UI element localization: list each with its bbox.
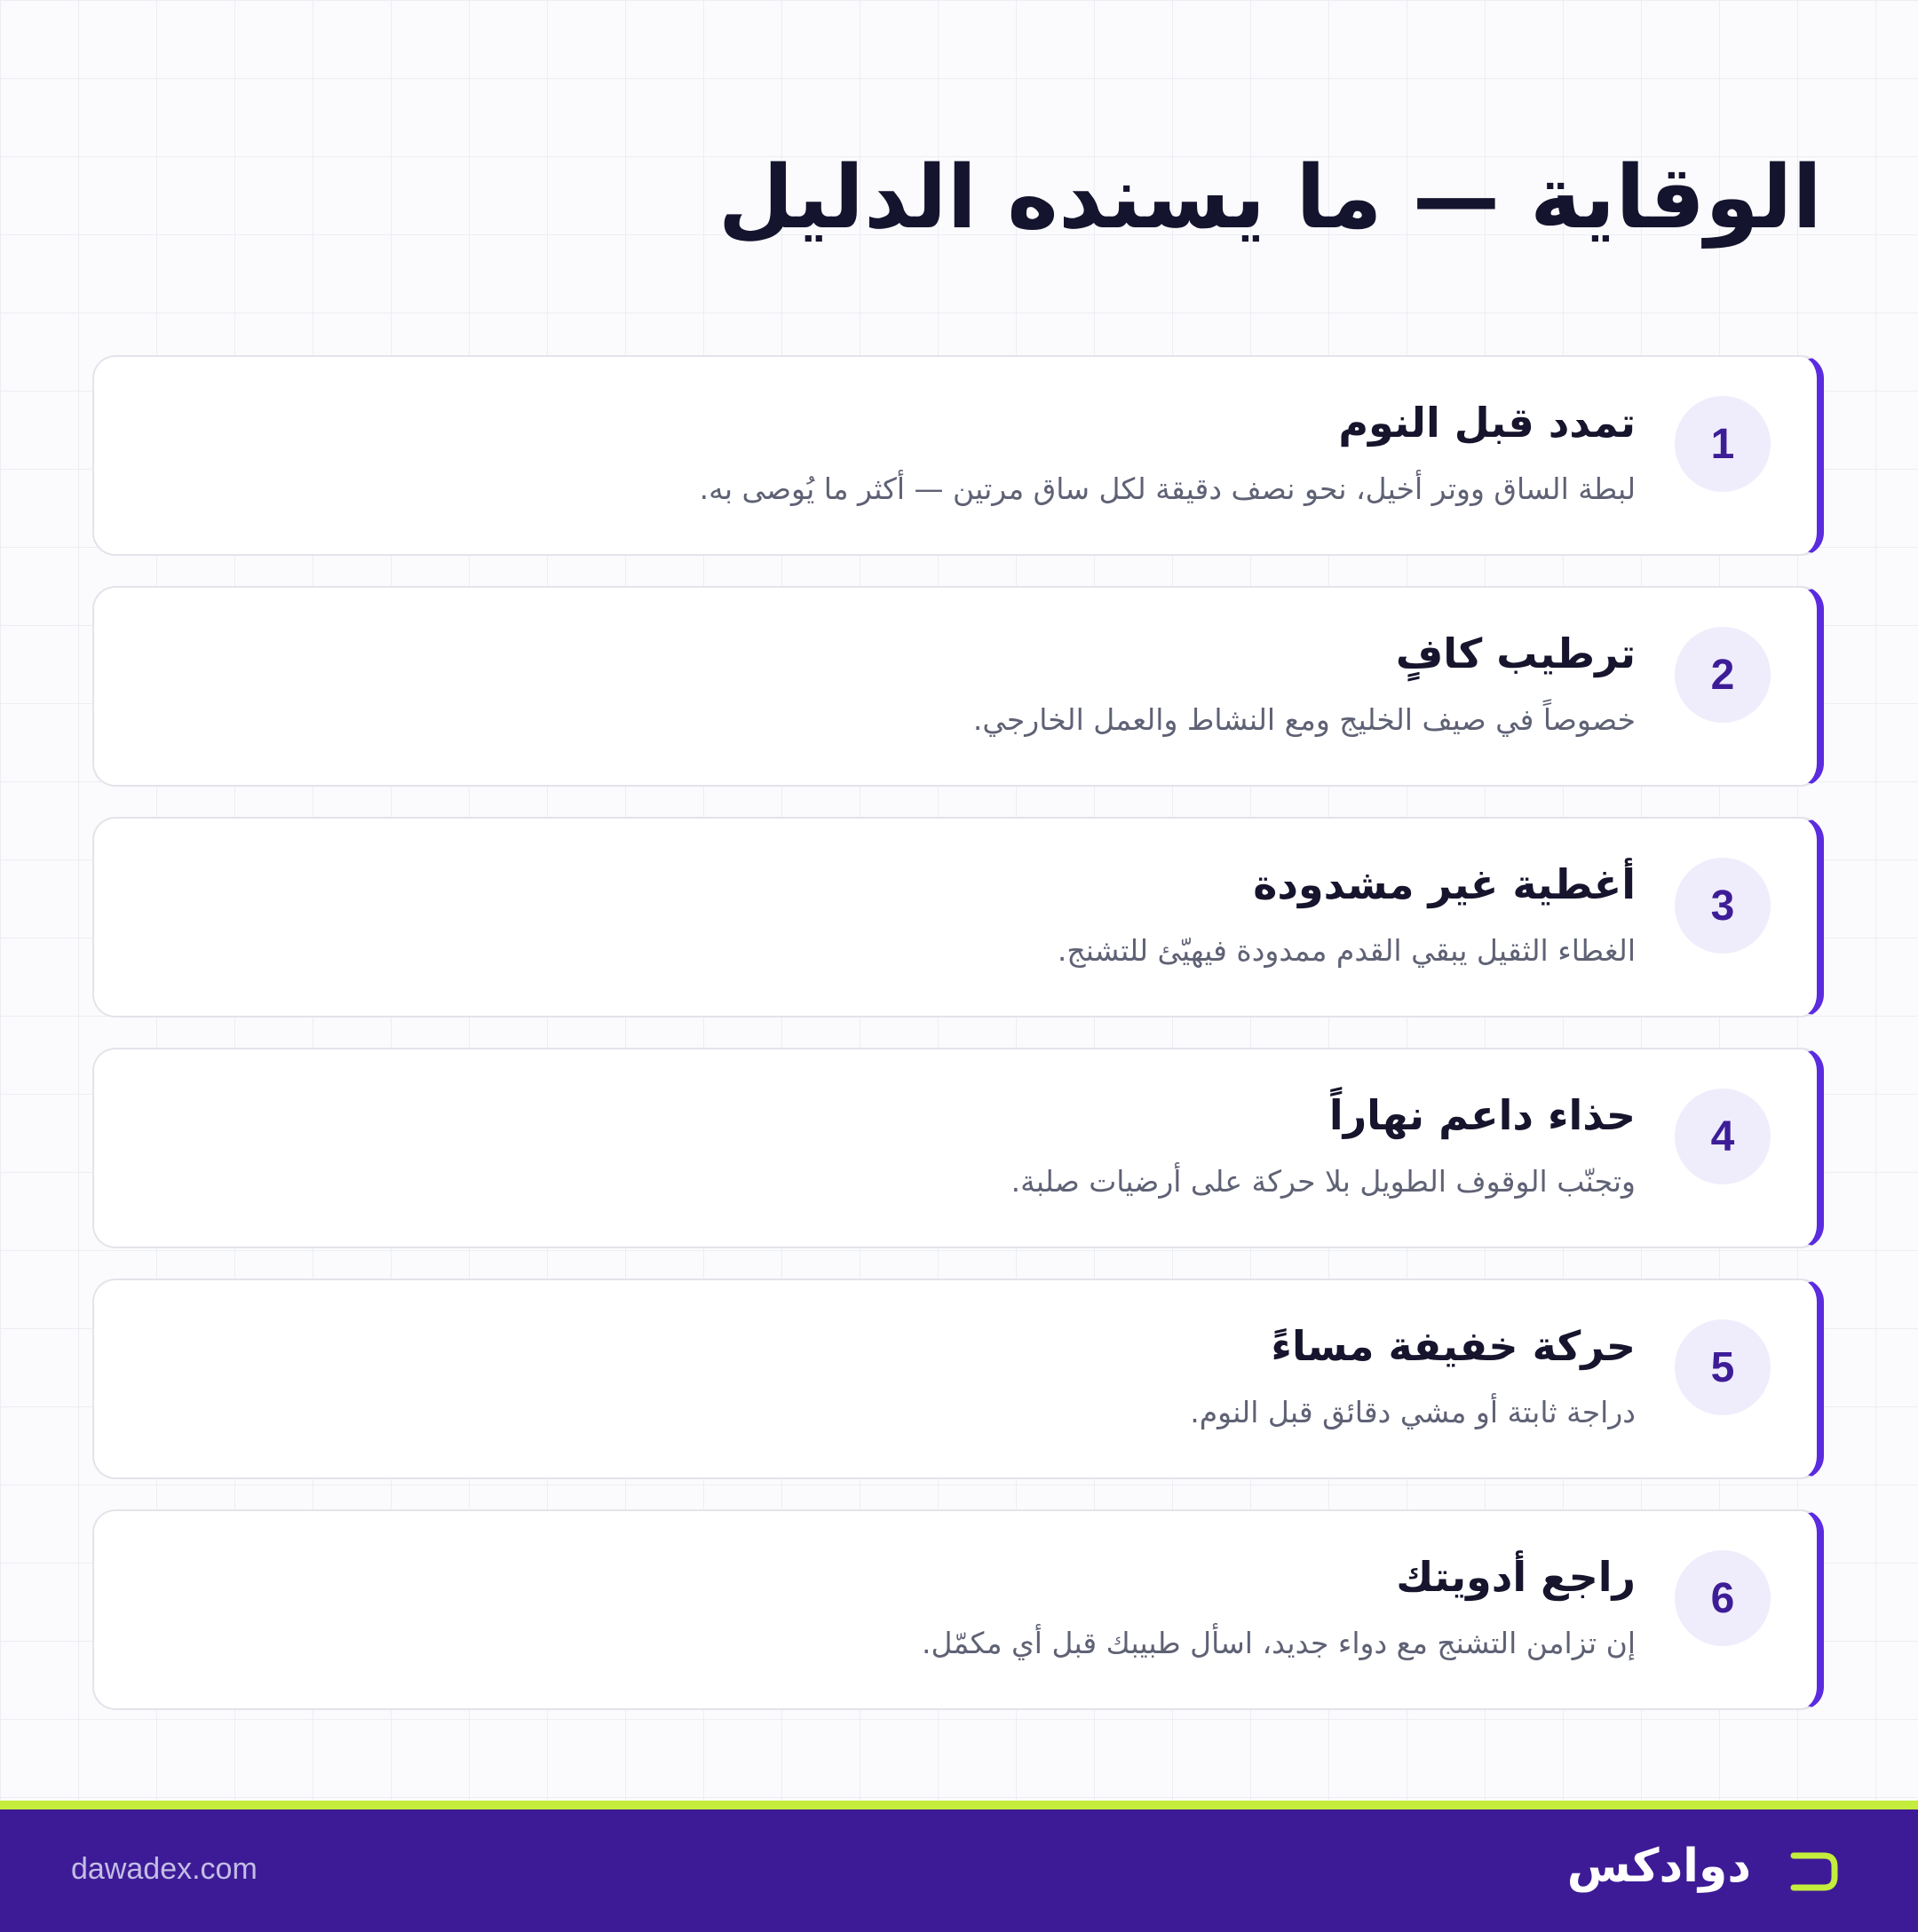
card-title: تمدد قبل النوم xyxy=(1338,399,1636,447)
card-description: الغطاء الثقيل يبقي القدم ممدودة فيهيّئ للتشنج. xyxy=(1057,933,1636,968)
step-number-badge: 2 xyxy=(1675,627,1771,723)
website-link[interactable]: dawadex.com xyxy=(71,1852,258,1886)
card-description: خصوصاً في صيف الخليج ومع النشاط والعمل الخارجي. xyxy=(972,702,1636,737)
card-description: لبطة الساق ووتر أخيل، نحو نصف دقيقة لكل ساق مرتين — أكثر ما يُوصى به. xyxy=(699,471,1636,506)
brand-name: دوادكس xyxy=(1566,1840,1751,1893)
step-number-badge: 6 xyxy=(1675,1550,1771,1646)
footer-bar xyxy=(0,1809,1918,1932)
prevention-card-4 xyxy=(92,1048,1824,1248)
prevention-card-2 xyxy=(92,586,1824,787)
prevention-card-6 xyxy=(92,1509,1824,1710)
card-title: حذاء داعم نهاراً xyxy=(1328,1091,1636,1139)
card-description: وتجنّب الوقوف الطويل بلا حركة على أرضيات صلبة. xyxy=(1011,1164,1636,1199)
prevention-card-1 xyxy=(92,355,1824,556)
card-title: راجع أدويتك xyxy=(1396,1553,1636,1601)
step-number-badge: 3 xyxy=(1675,858,1771,954)
card-description: دراجة ثابتة أو مشي دقائق قبل النوم. xyxy=(1190,1395,1636,1429)
prevention-card-5 xyxy=(92,1279,1824,1479)
bracket-logo-icon xyxy=(1790,1850,1840,1893)
card-description: إن تزامن التشنج مع دواء جديد، اسأل طبيبك قبل أي مكمّل. xyxy=(922,1626,1636,1660)
card-title: حركة خفيفة مساءً xyxy=(1271,1322,1636,1370)
step-number-badge: 4 xyxy=(1675,1089,1771,1184)
footer-accent-line xyxy=(0,1801,1918,1809)
card-title: ترطيب كافٍ xyxy=(1395,629,1636,677)
card-title: أغطية غير مشدودة xyxy=(1253,860,1636,908)
prevention-card-3 xyxy=(92,817,1824,1017)
step-number-badge: 5 xyxy=(1675,1319,1771,1415)
page-title: الوقاية — ما يسنده الدليل xyxy=(717,147,1822,249)
step-number-badge: 1 xyxy=(1675,396,1771,492)
